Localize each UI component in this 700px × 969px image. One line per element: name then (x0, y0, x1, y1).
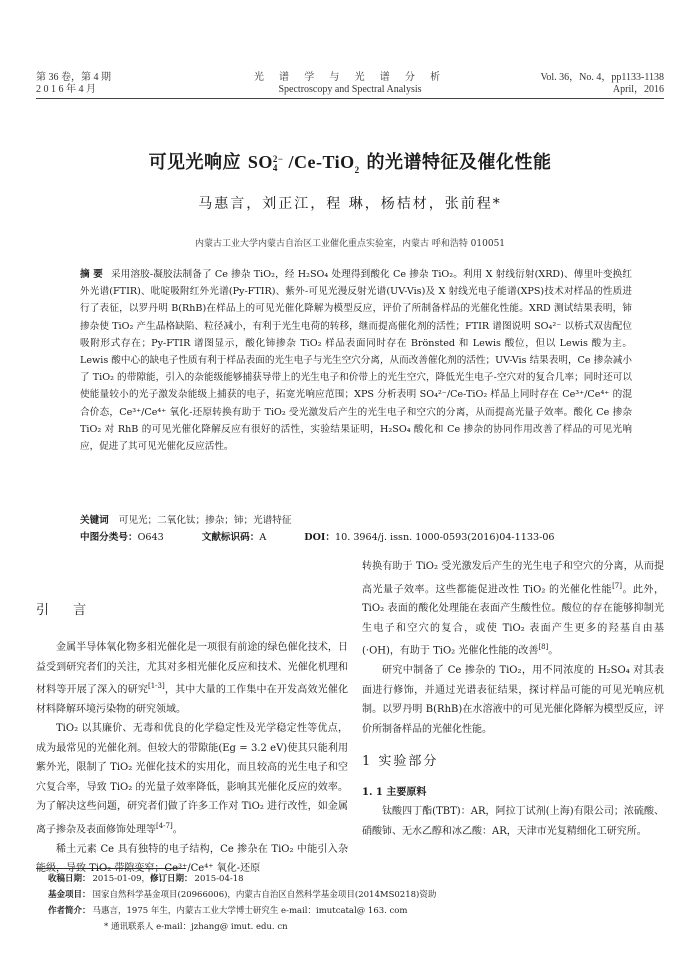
intro-paragraph-1 (36, 638, 348, 719)
abstract (80, 266, 632, 455)
right-p1-text: 转换有助于 TiO₂ 受光激发后产生的光生电子和空穴的分离，从而提高光量子效率。这些都能促进改性 TiO₂ 的光催化性能 (362, 561, 664, 595)
doc-code-value: A (259, 532, 267, 543)
section-heading-intro: 引 言 (36, 603, 97, 618)
right-column (362, 557, 664, 841)
formula-base: SO (247, 152, 273, 172)
citation-ref: [7] (612, 581, 622, 590)
paper-title (0, 148, 700, 175)
doi-value: 10. 3964/j. issn. 1000-0593(2016)04-1133-06 (335, 532, 555, 543)
running-header-right (540, 72, 664, 96)
right-p1-end: 。 (548, 645, 559, 657)
journal-name-cn: 光 谱 学 与 光 谱 分 析 (253, 72, 447, 83)
classification-line (80, 530, 632, 546)
fund-label: 基金项目： (48, 890, 91, 900)
clc-label: 中图分类号： (80, 532, 138, 543)
author-list: 马惠言，刘正江，程 琳，杨桔材，张前程* (198, 196, 502, 212)
received-date: 2015-01-09， (92, 874, 151, 884)
footnote (48, 871, 668, 935)
left-column (36, 600, 348, 879)
footnote-dates (48, 871, 668, 887)
footnote-fund (48, 887, 668, 903)
citation-ref: [4-7] (156, 821, 173, 830)
formula-rest: /Ce-TiO (283, 152, 355, 172)
keywords-text: 可见光；二氧化钛；掺杂；铈；光谱特征 (118, 515, 292, 526)
received-label: 收稿日期： (48, 874, 91, 884)
intro-paragraph-3: 稀土元素 Ce 具有独特的电子结构，Ce 掺杂在 TiO₂ 中能引入杂能级，导致 TiO₂ 带隙变窄；Ce³⁺/Ce⁴⁺ 氧化-还原 (36, 843, 348, 875)
right-paragraph-2: 研究中制备了 Ce 掺杂的 TiO₂，用不同浓度的 H₂SO₄ 对其表面进行修饰，并通过光谱表征结果，探讨样品可能的可见光响应机制。以罗丹明 B(RhB)在水溶液中的可见光催化降解为模型反应，评价所制备样品的光催化性能。 (362, 665, 664, 735)
formula-sup: 2− (272, 153, 284, 164)
intro-p1-end: ，其中大量的工作集中在开发高效光催化材料降解环境污染物的研究领域。 (36, 684, 349, 715)
footnote-author (48, 903, 668, 919)
author-bio-label: 作者简介： (48, 906, 91, 916)
abstract-label: 摘 要 (80, 269, 103, 280)
citation-ref: [8] (538, 643, 549, 652)
footnote-rule (36, 868, 186, 869)
doi-label: DOI： (304, 532, 336, 543)
section-heading-experimental: 1 实验部分 (362, 754, 439, 770)
right-paragraph-1 (362, 557, 664, 661)
footnote-corresponding: * 通讯联系人 e-mail：jzhang@ imut. edu. cn (104, 922, 288, 932)
right-p1-mid: 。此外，TiO₂ 表面的酸化处理能在表面产生酸性位。酸位的存在能够抑制光生电子和空穴的复合，或使 TiO₂ 表面产生更多的羟基自由基(·OH)，有助于 TiO₂ 光催化性能的改善 (362, 583, 665, 657)
revised-date: 2015-04-18 (194, 874, 244, 884)
intro-p2-text: TiO₂ 以其廉价、无毒和优良的化学稳定性及光学稳定性等优点，成为最常见的光催化剂。但较大的带隙能(Eg = 3.2 eV)使其只能利用紫外光，限制了 TiO₂ 光催化技术的实用化，而且较高的光生电子和空穴复合率，导致 TiO₂ 的光量子效率降低，影响其光催化反应的效率。为了解决这些问题，研究者们做了许多工作对 TiO₂ 进行改性，如金属离子掺杂及表面修饰处理等 (36, 723, 348, 836)
materials-paragraph: 钛酸四丁酯(TBT)：AR，阿拉丁试剂(上海)有限公司；浓硫酸、硝酸铈、无水乙醇和冰乙酸：AR，天津市光复精细化工研究所。 (362, 806, 664, 837)
title-suffix: 的光谱特征及催化性能 (359, 152, 552, 173)
subsection-heading-materials: 1. 1 主要原料 (362, 787, 427, 799)
author-bio-text: 马惠言，1975 年生，内蒙古工业大学博士研究生 e-mail：imutcatal@ 163. com (92, 906, 408, 916)
title-prefix: 可见光响应 (148, 152, 248, 173)
fund-text: 国家自然科学基金项目(20966006)，内蒙古自治区自然科学基金项目(2014MS0218)资助 (92, 890, 437, 900)
volume-cn: 第 36 卷，第 4 期 (36, 72, 111, 83)
journal-name-en: Spectroscopy and Spectral Analysis (278, 84, 422, 95)
revised-label: 修订日期： (150, 874, 193, 884)
intro-paragraph-2 (36, 719, 348, 839)
formula-sub: 4 (272, 162, 278, 173)
affiliation: 内蒙古工业大学内蒙古自治区工业催化重点实验室，内蒙古 呼和浩特 010051 (194, 239, 506, 249)
formula-sub2: 2 (354, 164, 360, 175)
clc-value: O643 (137, 532, 164, 543)
doc-code-label: 文献标识码： (201, 532, 260, 543)
abstract-text: 采用溶胶-凝胶法制备了 Ce 掺杂 TiO₂，经 H₂SO₄ 处理得到酸化 Ce 掺杂 TiO₂。利用 X 射线衍射(XRD)、傅里叶变换红外光谱(FTIR)、吡啶吸附红外光谱(Py-FTIR)、紫外-可见光漫反射光谱(UV-Vis)及 X 射线光电子能谱(XPS)技术对样品的性质进行了表征，以罗丹明 B(RhB)在样品上的可见光催化降解为模型反应，评价了所制备样品的光催化性能。XRD 测试结果表明，铈掺杂使 TiO₂ 产生晶格缺陷、粒径减小，有利于光生电荷的转移，继而提高催化剂的活性；FTIR 谱图说明 SO₄²⁻ 以桥式双齿配位吸附形式存在；Py-FTIR 谱图显示，酸化铈掺杂 TiO₂ 样品表面同时存在 Brönsted 和 Lewis 酸位，但以 Lewis 酸为主。Lewis 酸中心的缺电子性质有利于样品表面的光生电子与光生空穴分离，从而改善催化剂的活性；UV-Vis 结果表明，Ce 掺杂减小了 TiO₂ 的带隙能，引入的杂能级能够捕获导带上的光生电子和价带上的光生空穴，降低光生电子-空穴对的复合几率；同时还可以使能量较小的光子激发杂能级上捕获的电子，拓宽光响应范围；XPS 分析表明 SO₄²⁻/Ce-TiO₂ 样品上同时存在 Ce³⁺/Ce⁴⁺ 的混合价态，Ce³⁺/Ce⁴⁺ 氧化-还原转换有助于 TiO₂ 受光激发后产生的光生电子和空穴的分离，从而提高光量子效率。酸化 Ce 掺杂 TiO₂ 对 RhB 的可见光催化降解反应有很好的活性，实验结果证明，H₂SO₄ 酸化和 Ce 掺杂的协同作用改善了样品的可见光响应，促进了其可见光催化反应活性。 (80, 269, 633, 453)
keywords (80, 513, 632, 529)
title-formula (247, 152, 360, 175)
formula-scripts (273, 155, 284, 173)
date-cn: 2 0 1 6 年 4 月 (36, 84, 96, 95)
header-rule (36, 98, 664, 99)
intro-p2-end: 。 (172, 824, 183, 836)
intro-p1-text: 金属半导体氧化物多相光催化是一项很有前途的绿色催化技术，日益受到研究者们的关注，尤其对多相光催化反应和技术、光催化机理和材料等开展了深入的研究 (36, 642, 348, 696)
citation-ref: [1-3] (148, 682, 165, 690)
volume-en: Vol. 36，No. 4，pp1133-1138 (540, 72, 664, 83)
date-en: April，2016 (612, 84, 664, 95)
keywords-label: 关键词 (80, 515, 109, 526)
